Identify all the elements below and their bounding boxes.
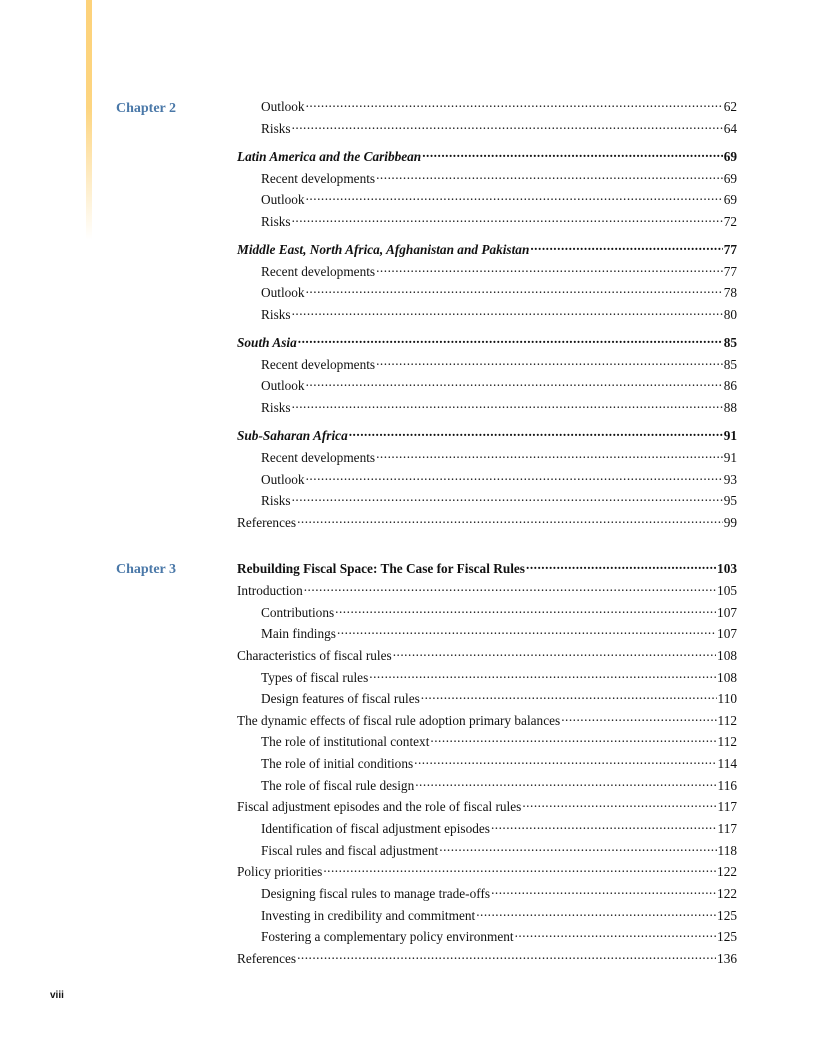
toc-entry[interactable]	[237, 841, 737, 863]
toc-entry[interactable]	[237, 377, 737, 399]
dot-leader	[529, 241, 722, 254]
toc-entry-title: Risks	[261, 400, 291, 416]
dot-leader	[296, 950, 716, 963]
dot-leader	[475, 906, 716, 919]
toc-entry-title: South Asia	[237, 335, 297, 351]
toc-entry[interactable]	[237, 950, 737, 972]
dot-leader	[348, 427, 723, 440]
decorative-margin-stripe	[86, 0, 92, 240]
toc-entry[interactable]	[237, 98, 737, 120]
dot-leader	[291, 213, 723, 226]
toc-entry-title: References	[237, 514, 297, 530]
toc-entry-page: 125	[717, 929, 737, 945]
toc-entry-page: 85	[723, 356, 737, 372]
dot-leader	[560, 711, 716, 724]
toc-entry-title: Investing in credibility and commitment	[261, 907, 476, 923]
toc-entry[interactable]	[237, 514, 737, 536]
toc-entry[interactable]	[237, 885, 737, 907]
dot-leader	[305, 377, 723, 390]
dot-leader	[413, 755, 716, 768]
toc-entry[interactable]	[237, 798, 737, 820]
toc-entry-page: 93	[723, 471, 737, 487]
dot-leader	[514, 928, 716, 941]
dot-leader	[291, 492, 723, 505]
toc-entry[interactable]	[237, 582, 737, 604]
toc-entry-title: Fostering a complementary policy environment	[261, 929, 514, 945]
toc-entry[interactable]	[237, 241, 737, 263]
toc-entry-title: Sub-Saharan Africa	[237, 428, 348, 444]
toc-entry-page: 107	[717, 626, 737, 642]
dot-leader	[392, 647, 716, 660]
dot-leader	[291, 399, 723, 412]
toc-entry-page: 95	[723, 493, 737, 509]
toc-entry[interactable]	[237, 820, 737, 842]
toc-entry-page: 69	[723, 149, 737, 165]
dot-leader	[303, 582, 716, 595]
toc-entry-page: 77	[723, 242, 737, 258]
dot-leader	[375, 449, 723, 462]
dot-leader	[490, 885, 716, 898]
toc-entry-title: Policy priorities	[237, 864, 323, 880]
toc-entry-title: The role of fiscal rule design	[261, 777, 415, 793]
dot-leader	[368, 668, 716, 681]
toc-entry[interactable]	[237, 776, 737, 798]
dot-leader	[305, 98, 723, 111]
toc-entry-page: 122	[717, 885, 737, 901]
toc-entry-page: 80	[723, 307, 737, 323]
toc-entry[interactable]	[237, 560, 737, 582]
toc-entry[interactable]	[237, 603, 737, 625]
toc-entry-page: 117	[717, 799, 737, 815]
toc-entry-title: References	[237, 950, 297, 966]
toc-entry-page: 88	[723, 400, 737, 416]
toc-entry-title: Design features of fiscal rules	[261, 691, 420, 707]
toc-entry[interactable]	[237, 191, 737, 213]
toc-entry-page: 114	[717, 756, 737, 772]
toc-entry-page: 64	[723, 120, 737, 136]
toc-entry-page: 69	[723, 192, 737, 208]
toc-entry-page: 136	[717, 950, 737, 966]
toc-entry-title: Types of fiscal rules	[261, 669, 369, 685]
toc-entry-page: 105	[717, 582, 737, 598]
toc-entry[interactable]	[237, 169, 737, 191]
toc-entry-title: Outlook	[261, 285, 305, 301]
dot-leader	[525, 560, 716, 573]
toc-entry-title: Rebuilding Fiscal Space: The Case for Fiscal Rules	[237, 561, 525, 577]
toc-entry-page: 107	[717, 604, 737, 620]
dot-leader	[305, 284, 723, 297]
chapter-3-label: Chapter 3	[116, 562, 177, 577]
dot-leader	[336, 625, 716, 638]
toc-entry-title: Identification of fiscal adjustment episodes	[261, 820, 490, 836]
toc-entry[interactable]	[237, 625, 737, 647]
toc-entry[interactable]	[237, 492, 737, 514]
toc-entry[interactable]	[237, 449, 737, 471]
toc-entry[interactable]	[237, 262, 737, 284]
toc-entry-page: 108	[717, 647, 737, 663]
chapter-2-toc	[237, 98, 737, 535]
toc-entry[interactable]	[237, 356, 737, 378]
dot-leader	[521, 798, 716, 811]
toc-entry-title: Outlook	[261, 471, 305, 487]
toc-entry-title: Designing fiscal rules to manage trade-offs	[261, 885, 491, 901]
toc-entry[interactable]	[237, 928, 737, 950]
toc-entry[interactable]	[237, 334, 737, 356]
toc-entry-title: Recent developments	[261, 356, 376, 372]
dot-leader	[305, 470, 723, 483]
toc-entry[interactable]	[237, 284, 737, 306]
toc-entry[interactable]	[237, 906, 737, 928]
toc-entry-page: 62	[723, 99, 737, 115]
dot-leader	[438, 841, 716, 854]
toc-entry-title: Fiscal rules and fiscal adjustment	[261, 842, 439, 858]
toc-entry-title: Risks	[261, 307, 291, 323]
toc-entry[interactable]	[237, 120, 737, 142]
toc-entry-page: 99	[723, 514, 737, 530]
toc-entry-title: Latin America and the Caribbean	[237, 149, 422, 165]
toc-entry-page: 85	[723, 335, 737, 351]
toc-entry[interactable]	[237, 213, 737, 235]
dot-leader	[296, 514, 723, 527]
dot-leader	[490, 820, 717, 833]
toc-entry-page: 91	[723, 428, 737, 444]
toc-entry-title: The role of institutional context	[261, 734, 430, 750]
toc-entry-page: 86	[723, 378, 737, 394]
toc-entry-page: 122	[717, 864, 737, 880]
chapter-2-label: Chapter 2	[116, 101, 177, 116]
toc-entry-title: The dynamic effects of fiscal rule adoption primary balances	[237, 712, 561, 728]
toc-entry[interactable]	[237, 690, 737, 712]
toc-entry[interactable]	[237, 306, 737, 328]
dot-leader	[334, 603, 716, 616]
toc-entry-page: 108	[717, 669, 737, 685]
toc-entry[interactable]	[237, 470, 737, 492]
toc-entry-title: Fiscal adjustment episodes and the role of fiscal rules	[237, 799, 522, 815]
dot-leader	[322, 863, 716, 876]
toc-entry[interactable]	[237, 427, 737, 449]
toc-entry[interactable]	[237, 863, 737, 885]
dot-leader	[375, 356, 723, 369]
dot-leader	[291, 120, 723, 133]
dot-leader	[297, 334, 723, 347]
dot-leader	[420, 690, 717, 703]
toc-entry-title: Outlook	[261, 378, 305, 394]
toc-entry-title: Main findings	[261, 626, 336, 642]
dot-leader	[375, 262, 723, 275]
toc-entry-page: 118	[717, 842, 737, 858]
toc-entry-page: 116	[717, 777, 737, 793]
toc-entry-title: Recent developments	[261, 170, 376, 186]
toc-entry-page: 77	[723, 263, 737, 279]
toc-entry-page: 103	[717, 561, 737, 577]
toc-entry-page: 78	[723, 285, 737, 301]
toc-entry-page: 91	[723, 449, 737, 465]
dot-leader	[429, 733, 716, 746]
toc-entry-title: Characteristics of fiscal rules	[237, 647, 392, 663]
toc-entry-page: 69	[723, 170, 737, 186]
toc-entry-title: Middle East, North Africa, Afghanistan and Pakistan	[237, 242, 530, 258]
dot-leader	[414, 776, 716, 789]
toc-entry-title: Recent developments	[261, 449, 376, 465]
dot-leader	[375, 169, 723, 182]
toc-entry-title: Contributions	[261, 604, 335, 620]
toc-entry-title: Outlook	[261, 99, 305, 115]
chapter-3-toc	[237, 560, 737, 971]
toc-entry[interactable]	[237, 733, 737, 755]
toc-entry-title: Risks	[261, 214, 291, 229]
toc-entry-title: Risks	[261, 120, 291, 136]
toc-entry-title: Recent developments	[261, 263, 376, 279]
toc-entry[interactable]	[237, 711, 737, 733]
page-number: viii	[50, 990, 64, 1001]
toc-entry-title: Outlook	[261, 192, 305, 208]
toc-entry[interactable]	[237, 668, 737, 690]
toc-entry-page: 110	[717, 691, 737, 707]
toc-entry-page: 112	[717, 734, 737, 750]
toc-entry-title: Introduction	[237, 582, 303, 598]
dot-leader	[421, 148, 723, 161]
toc-entry-title: Risks	[261, 493, 291, 509]
dot-leader	[305, 191, 723, 204]
toc-entry[interactable]	[237, 148, 737, 170]
toc-entry-page: 117	[717, 820, 737, 836]
toc-entry[interactable]	[237, 647, 737, 669]
toc-entry[interactable]	[237, 755, 737, 777]
toc-entry-page: 112	[717, 712, 737, 728]
toc-entry-page: 72	[723, 214, 737, 229]
toc-entry-title: The role of initial conditions	[261, 756, 414, 772]
toc-entry[interactable]	[237, 399, 737, 421]
toc-entry-page: 125	[717, 907, 737, 923]
dot-leader	[291, 306, 723, 319]
